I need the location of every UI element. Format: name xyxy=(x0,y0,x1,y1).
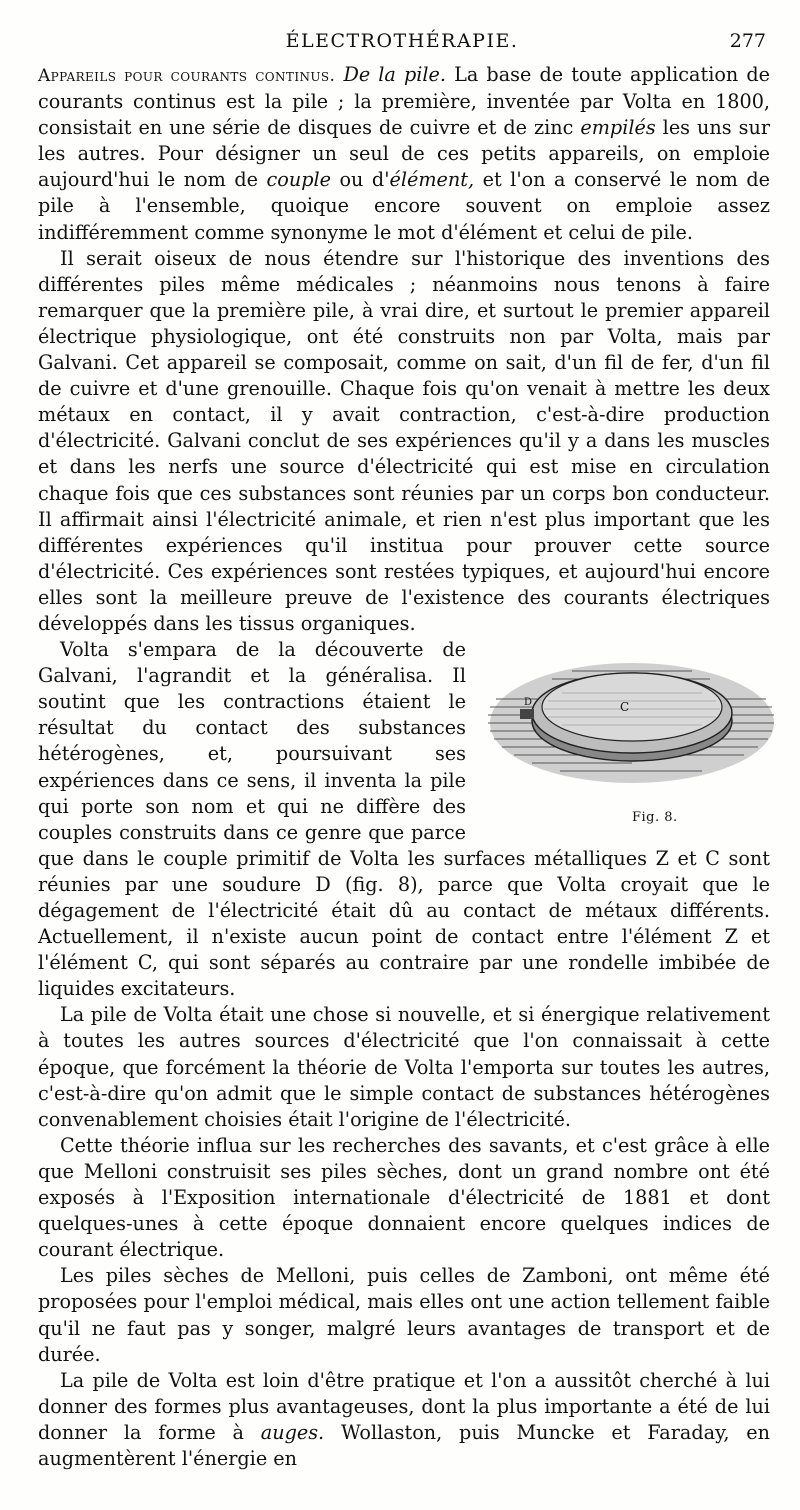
running-title: ÉLECTROTHÉRAPIE. xyxy=(285,30,519,52)
text-body xyxy=(38,62,770,1472)
paragraph-7-text-a: La pile de Volta est loin d'être pratique et l'on a aussitôt cherché à lui donner des formes plus avantageuses, dont la plus importante a été de lui donner la forme à xyxy=(38,1368,770,1444)
figure-label-c: C xyxy=(620,700,630,715)
figure-caption: Fig. 8. xyxy=(632,810,678,826)
disc-copper xyxy=(542,673,722,741)
figure-label-d: D xyxy=(524,697,533,709)
paragraph-1-text-b: les uns sur les autres. Pour désigner un seul de ces petits appareils, on emploie aujourd'hui le nom de xyxy=(38,116,770,192)
paragraph-3-text: Volta s'empara de la découverte de Galvani, l'agrandit et la généralisa. Il soutint que les contractions étaient le résultat du contact des substances hétérogènes, et, poursuivant ses expériences dans ce sens, il inventa la pile qui porte son nom et qui ne diffère des couples construits dans ce genre que parce que dans le couple primitif de Volta les surfaces métalliques Z et C sont réunies par une soudure D (fig. 8), parce que Volta croyait que le dégagement de l'électricité était dû au contact de métaux différents. Actuellement, il n'existe aucun point de contact entre l'élément Z et l'élément C, qui sont séparés au contraire par une rondelle imbibée de liquides excitateurs. xyxy=(38,638,770,1001)
paragraph-6: Les piles sèches de Melloni, puis celles de Zamboni, ont même été proposées pour l'emploi médical, mais elles ont une action tellement faible qu'il ne faut pas y songer, malgré leurs avantages de transport et de durée. xyxy=(38,1264,770,1366)
volta-couple-illustration xyxy=(482,641,774,801)
paragraph-2: Il serait oiseux de nous étendre sur l'historique des inventions des différentes piles même médicales ; néanmoins nous tenons à faire remarquer que la première pile, à vrai dire, et surtout le premier appareil électrique physiologique, ont été construits non par Volta, mais par Galvani. Cet appareil se composait, comme on sait, d'un fil de fer, d'un fil de cuivre et d'une grenouille. Chaque fois qu'on venait à mettre les deux métaux en contact, il y avait contraction, c'est-à-dire production d'électricité. Galvani conclut de ses expériences qu'il y a dans les muscles et dans les nerfs une source d'électricité qui est mise en circulation chaque fois que ces substances sont réunies par un corps bon conducteur. Il affirmait ainsi l'électricité animale, et rien n'est plus important que les différentes expériences qu'il institua pour prouver cette source d'électricité. Ces expériences sont restées typiques, et aujourd'hui encore elles sont la meilleure preuve de l'existence des courants électriques développés dans les tissus organiques. xyxy=(38,246,770,635)
emphasis-auges: auges. xyxy=(260,1420,325,1444)
paragraph-7-text-b: Wollaston, puis Muncke et Faraday, en augmentèrent l'énergie en xyxy=(38,1420,770,1470)
paragraph-1-text-a: La base de toute application de courants continus est la pile ; la première, inventée par Volta en 1800, consistait en une série de disques de cuivre et de zinc xyxy=(38,63,770,140)
paragraph-4: La pile de Volta était une chose si nouvelle, et si énergique relativement à toutes les autres sources d'électricité que l'on connaissait à cette époque, que forcément la théorie de Volta l'emporta sur toutes les autres, c'est-à-dire qu'on admit que le simple contact de substances hétérogènes convenablement choisies était l'origine de l'électricité. xyxy=(38,1003,770,1131)
paragraph-1 xyxy=(38,62,770,246)
running-header xyxy=(38,30,766,60)
section-heading: Appareils pour courants continus. xyxy=(38,66,336,86)
paragraph-1-text-d: et l'on a conservé le nom de pile à l'ensemble, quoique encore souvent on emploie assez indifféremment comme synonyme le mot d'élément et celui de pile. xyxy=(38,168,770,244)
emphasis-couple: couple xyxy=(266,168,331,192)
emphasis-empiles: empilés xyxy=(580,116,656,140)
section-subheading: De la pile. xyxy=(343,63,446,86)
solder-d xyxy=(520,709,534,719)
paragraph-1-text-c: ou d' xyxy=(330,168,390,192)
paragraph-3 xyxy=(38,637,770,1002)
page-number: 277 xyxy=(729,30,766,52)
paragraph-5: Cette théorie influa sur les recherches des savants, et c'est grâce à elle que Melloni construisit ses piles sèches, dont un grand nombre ont été exposés à l'Exposition internationale d'électricité de 1881 et dont quelques-unes à cette époque donnaient encore quelques indices de courant électrique. xyxy=(38,1133,770,1262)
figure-8 xyxy=(482,641,774,843)
emphasis-element: élément, xyxy=(389,168,475,192)
paragraph-7 xyxy=(38,1368,770,1472)
